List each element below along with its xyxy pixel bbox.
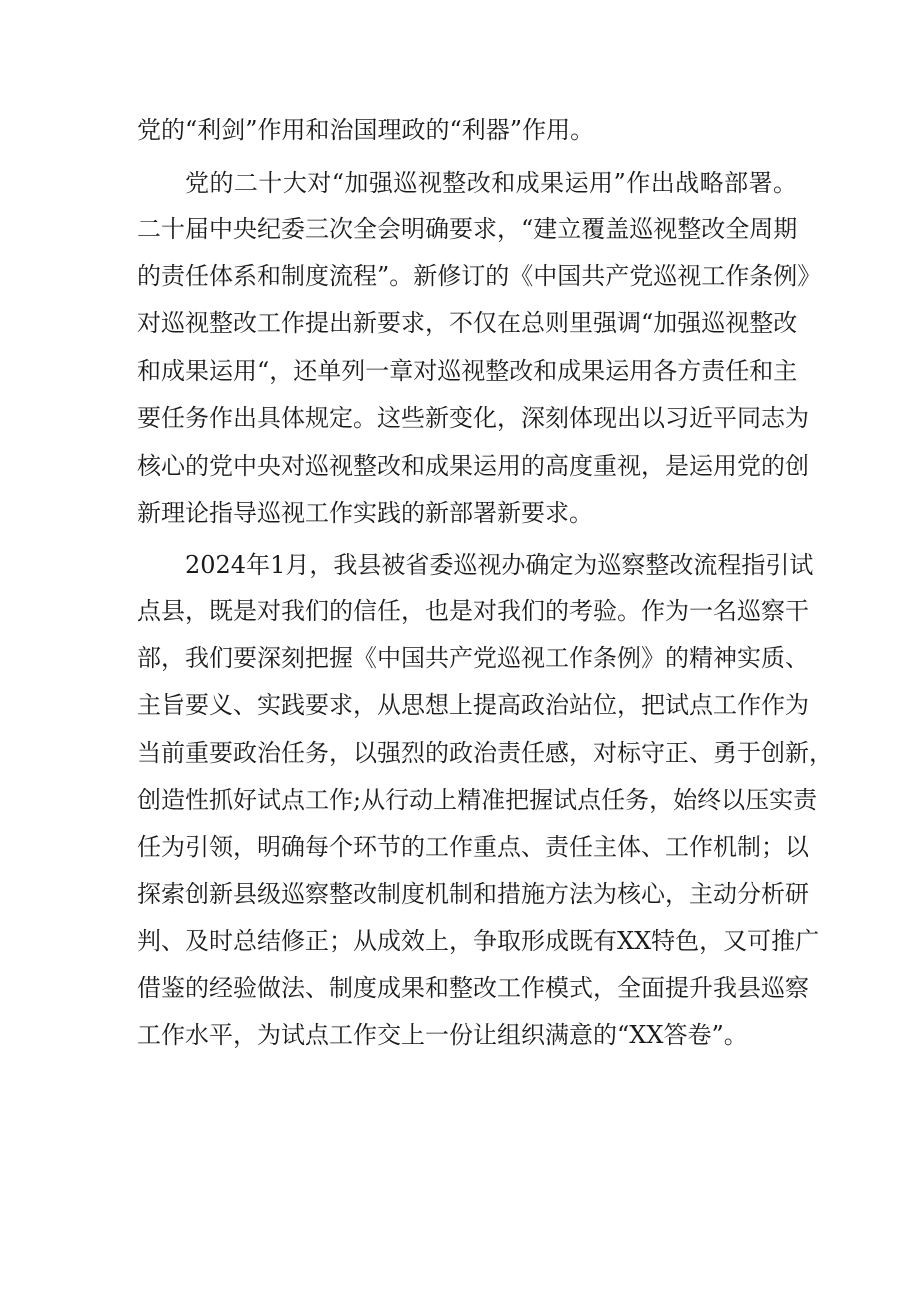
text-line: 创造性抓好试点工作;从行动上精准把握试点任务，始终以压实责 [137, 786, 818, 814]
text-line: 要任务作出具体规定。这些新变化，深刻体现出以习近平同志为 [137, 404, 809, 432]
text-line: 工作水平，为试点工作交上一份让组织满意的“XX答卷”。 [137, 1021, 748, 1049]
text-line: 对巡视整改工作提出新要求，不仅在总则里强调“加强巡视整改 [137, 309, 798, 337]
text-line: 部，我们要深刻把握《中国共产党巡视工作条例》的精神实质、 [137, 644, 809, 672]
text-line: 和成果运用“，还单列一章对巡视整改和成果运用各方责任和主 [137, 357, 798, 385]
text-line: 新理论指导巡视工作实践的新部署新要求。 [137, 499, 593, 527]
text-line: 当前重要政治任务，以强烈的政治责任感，对标守正、勇于创新， [137, 739, 833, 767]
text-line: 的责任体系和制度流程”。新修订的《中国共产党巡视工作条例》 [137, 262, 822, 290]
text-line: 二十届中央纪委三次全会明确要求，“建立覆盖巡视整改全周期 [137, 215, 798, 243]
text-line: 借鉴的经验做法、制度成果和整改工作模式，全面提升我县巡察 [137, 974, 809, 1002]
paragraph-first-line: 2024年1月，我县被省委巡视办确定为巡察整改流程指引试 [185, 551, 814, 579]
text-line: 点县，既是对我们的信任，也是对我们的考验。作为一名巡察干 [137, 597, 809, 625]
paragraph-first-line: 党的二十大对“加强巡视整改和成果运用”作出战略部署。 [185, 169, 797, 197]
text-line: 主旨要义、实践要求，从思想上提高政治站位，把试点工作作为 [137, 691, 809, 719]
text-line: 核心的党中央对巡视整改和成果运用的高度重视，是运用党的创 [137, 452, 809, 480]
text-line: 探索创新县级巡察整改制度机制和措施方法为核心，主动分析研 [137, 880, 809, 908]
text-line: 党的“利剑”作用和治国理政的“利器”作用。 [137, 116, 595, 144]
text-line: 任为引领，明确每个环节的工作重点、责任主体、工作机制；以 [137, 833, 809, 861]
text-line: 判、及时总结修正；从成效上，争取形成既有XX特色，又可推广 [137, 927, 820, 955]
